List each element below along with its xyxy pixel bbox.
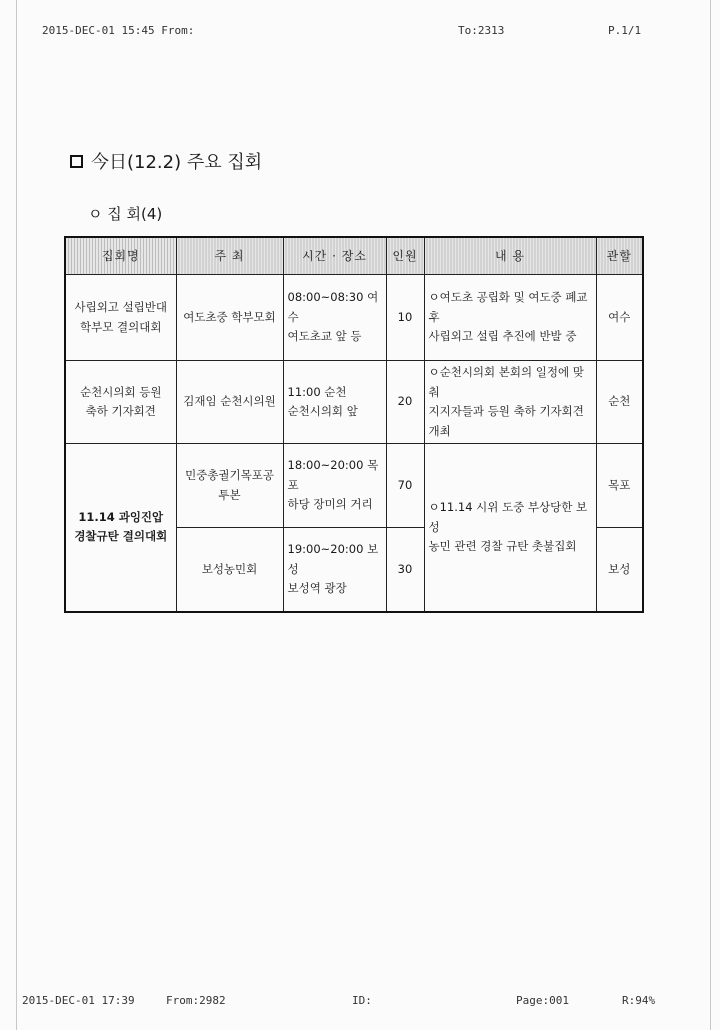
cell-content: ㅇ순천시의회 본회의 일정에 맞춰 지지자들과 등원 축하 기자회견 개최	[424, 361, 596, 444]
section-subtitle: ㅇ 집 회(4)	[88, 205, 163, 223]
cell-name: 11.14 과잉진압 경찰규탄 결의대회	[65, 444, 176, 612]
fax-footer-id: ID:	[352, 994, 372, 1007]
cell-people: 20	[386, 361, 424, 444]
cell-host: 여도초중 학부모회	[176, 275, 283, 361]
cell-people: 10	[386, 275, 424, 361]
table-row	[65, 361, 643, 444]
page-title	[70, 148, 262, 174]
page-title-text: 今日(12.2) 주요 집회	[91, 152, 263, 173]
cell-host: 민중총궐기목포공투본	[176, 444, 283, 528]
table-row	[65, 444, 643, 528]
header-content: 내 용	[424, 237, 596, 275]
cell-time-place: 11:00 순천 순천시의회 앞	[283, 361, 386, 444]
cell-people: 70	[386, 444, 424, 528]
cell-content: ㅇ여도초 공립화 및 여도중 폐교 후 사립외고 설립 추진에 반발 중	[424, 275, 596, 361]
cell-region: 보성	[596, 528, 643, 612]
checkbox-icon	[70, 155, 83, 168]
fax-footer-ratio: R:94%	[622, 994, 656, 1007]
header-host: 주 최	[176, 237, 283, 275]
fax-header-to: To:2313	[458, 24, 505, 37]
table-header-row	[65, 237, 643, 275]
fax-footer-from: From:2982	[166, 994, 226, 1007]
cell-name: 사립외고 설립반대 학부모 결의대회	[65, 275, 176, 361]
fax-footer-page: Page:001	[516, 994, 569, 1007]
cell-region: 순천	[596, 361, 643, 444]
header-time-place: 시간 · 장소	[283, 237, 386, 275]
cell-host: 김재임 순천시의원	[176, 361, 283, 444]
cell-name: 순천시의회 등원 축하 기자회견	[65, 361, 176, 444]
cell-content: ㅇ11.14 시위 도중 부상당한 보성 농민 관련 경찰 규탄 촛불집회	[424, 444, 596, 612]
cell-host: 보성농민회	[176, 528, 283, 612]
header-region: 관할	[596, 237, 643, 275]
rally-table	[64, 236, 644, 613]
fax-header-page: P.1/1	[608, 24, 642, 37]
cell-time-place: 08:00~08:30 여수 여도초교 앞 등	[283, 275, 386, 361]
cell-time-place: 19:00~20:00 보성 보성역 광장	[283, 528, 386, 612]
cell-time-place: 18:00~20:00 목포 하당 장미의 거리	[283, 444, 386, 528]
scan-edge-left	[16, 0, 17, 1030]
cell-region: 여수	[596, 275, 643, 361]
table-row	[65, 275, 643, 361]
cell-people: 30	[386, 528, 424, 612]
cell-region: 목포	[596, 444, 643, 528]
scan-edge-right	[710, 0, 711, 1030]
header-people: 인원	[386, 237, 424, 275]
fax-footer-timestamp: 2015-DEC-01 17:39	[22, 994, 135, 1007]
fax-header-left: 2015-DEC-01 15:45 From:	[42, 24, 195, 37]
header-name: 집회명	[65, 237, 176, 275]
